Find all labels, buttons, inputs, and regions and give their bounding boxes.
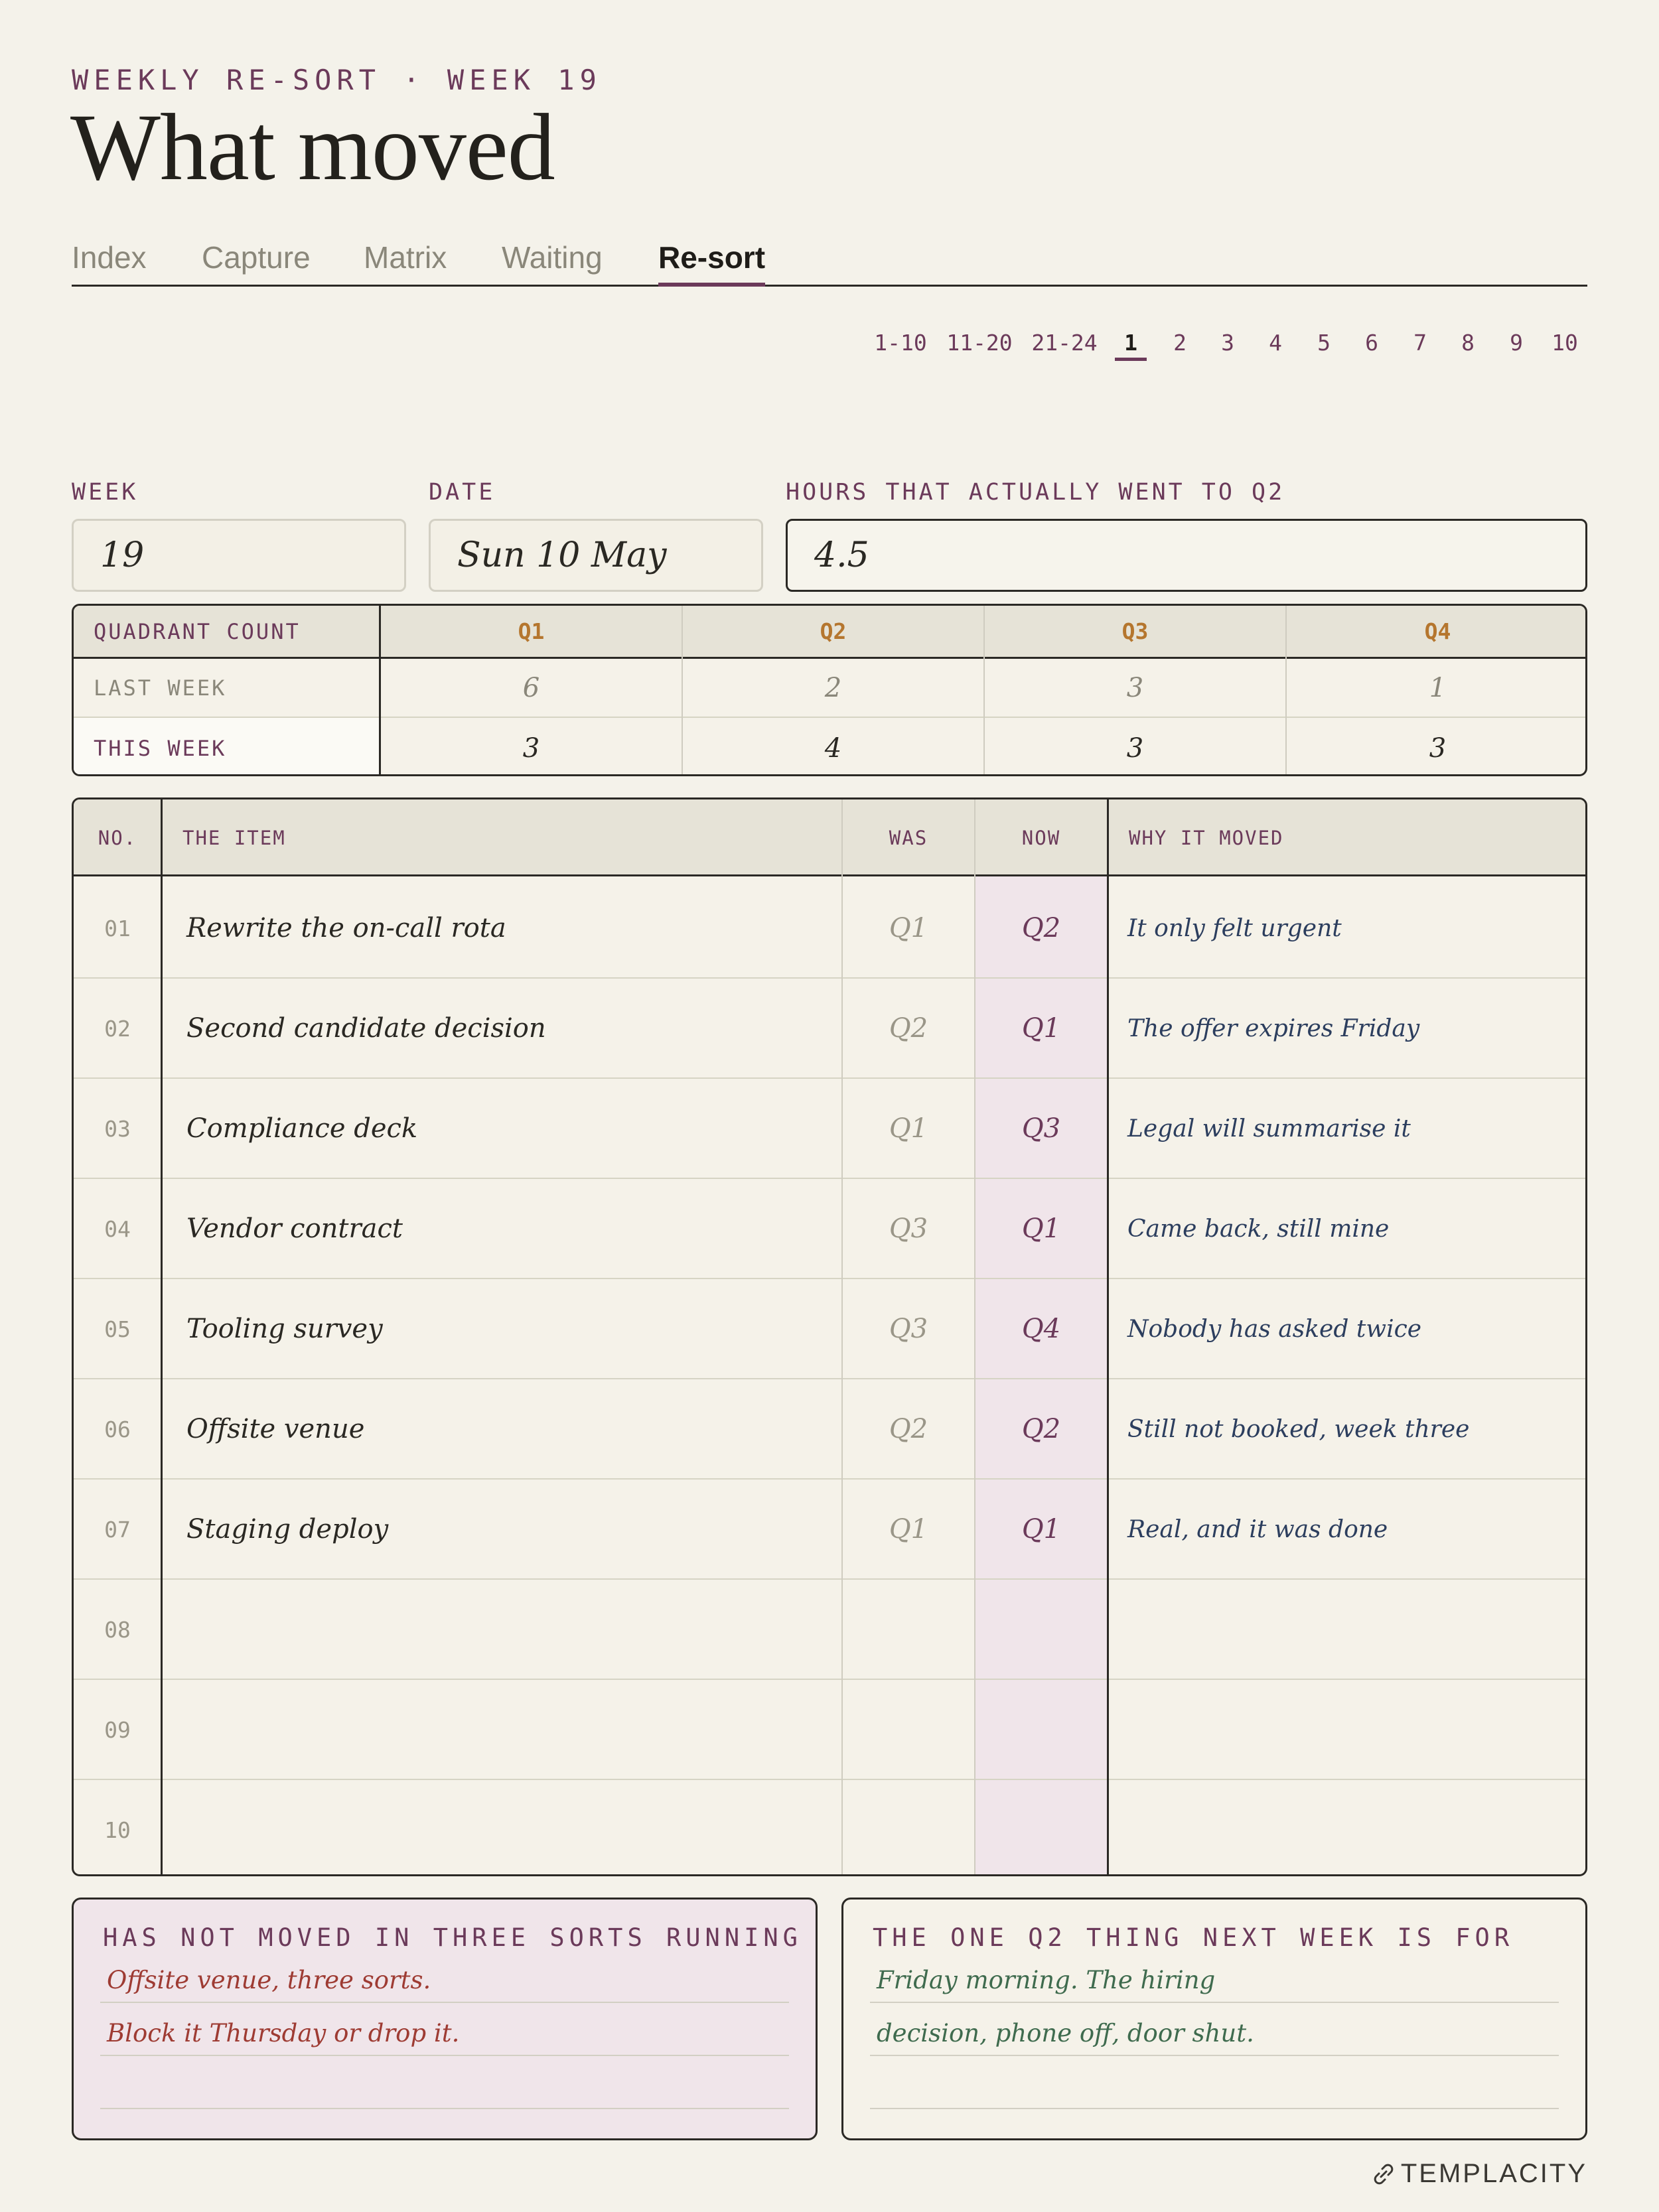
now-cell[interactable]: Q1: [1021, 1514, 1061, 1545]
table-row: [74, 878, 1585, 979]
table-row: [74, 979, 1585, 1079]
table-header: [74, 799, 1585, 876]
quadrant-header-q2: Q2: [820, 618, 847, 644]
page-link-6[interactable]: 6: [1365, 330, 1378, 356]
week-field[interactable]: 19: [72, 519, 406, 592]
ruled-line: [870, 2108, 1559, 2109]
why-cell[interactable]: Still not booked, week three: [1127, 1416, 1470, 1443]
item-cell[interactable]: Vendor contract: [186, 1213, 403, 1244]
header-item: THE ITEM: [182, 827, 286, 849]
item-cell[interactable]: Offsite venue: [186, 1414, 365, 1444]
why-cell[interactable]: The offer expires Friday: [1127, 1015, 1420, 1042]
last-week-q4[interactable]: 1: [1429, 672, 1447, 703]
was-cell[interactable]: Q1: [889, 913, 928, 943]
why-cell[interactable]: Real, and it was done: [1127, 1516, 1388, 1543]
was-cell[interactable]: Q1: [889, 1113, 928, 1144]
last-week-q2[interactable]: 2: [824, 672, 842, 703]
link-icon: [1372, 2162, 1396, 2186]
now-cell[interactable]: [975, 1680, 1108, 1780]
was-cell[interactable]: Q3: [889, 1213, 928, 1244]
quadrant-header-q4: Q4: [1424, 618, 1451, 644]
was-cell[interactable]: Q1: [889, 1514, 928, 1545]
why-cell[interactable]: [1127, 1780, 1585, 1876]
page-link-1[interactable]: 1: [1115, 326, 1147, 361]
page-range-21-24[interactable]: 21-24: [1031, 330, 1098, 356]
now-cell[interactable]: Q4: [1021, 1314, 1061, 1344]
table-row: [74, 1079, 1585, 1179]
header-now: NOW: [1021, 827, 1061, 849]
stuck-items-box: [72, 1898, 818, 2140]
last-week-label: LAST WEEK: [94, 675, 227, 701]
tab-capture[interactable]: Capture: [202, 240, 311, 275]
this-week-label: THIS WEEK: [74, 718, 380, 776]
header-no: NO.: [98, 827, 137, 849]
why-cell[interactable]: [1127, 1580, 1585, 1680]
ruled-line: [870, 2055, 1559, 2056]
item-cell[interactable]: Compliance deck: [186, 1113, 418, 1144]
was-cell[interactable]: [842, 1680, 975, 1780]
date-field[interactable]: Sun 10 May: [429, 519, 763, 592]
tab-re-sort[interactable]: Re-sort: [658, 236, 765, 287]
item-cell[interactable]: [186, 1580, 837, 1680]
quadrant-header-q1: Q1: [518, 618, 545, 644]
table-row: [74, 1680, 1585, 1780]
table-body: [74, 878, 1585, 1874]
table-row: [74, 1279, 1585, 1379]
table-row: [74, 1780, 1585, 1876]
date-label: DATE: [429, 479, 496, 506]
row-number: 03: [104, 1116, 131, 1142]
table-row: [74, 1480, 1585, 1580]
hours-label: HOURS THAT ACTUALLY WENT TO Q2: [786, 479, 1285, 506]
was-cell[interactable]: [842, 1580, 975, 1680]
week-label: WEEK: [72, 479, 139, 506]
column-divider: [974, 799, 975, 1874]
tab-matrix[interactable]: Matrix: [364, 240, 447, 275]
item-cell[interactable]: Second candidate decision: [186, 1013, 546, 1044]
table-row: [74, 1379, 1585, 1480]
was-cell[interactable]: Q3: [889, 1314, 928, 1344]
next-q2-box: [841, 1898, 1587, 2140]
now-cell[interactable]: Q1: [1021, 1213, 1061, 1244]
row-number: 02: [104, 1016, 131, 1042]
next-q2-label: THE ONE Q2 THING NEXT WEEK IS FOR: [873, 1923, 1514, 1952]
item-cell[interactable]: [186, 1780, 837, 1876]
column-divider: [1285, 606, 1287, 774]
tab-waiting[interactable]: Waiting: [502, 240, 603, 275]
quadrant-count-label: QUADRANT COUNT: [94, 618, 301, 644]
quadrant-header-row: [74, 606, 1585, 659]
resort-table: [72, 797, 1587, 1876]
header-was: WAS: [889, 827, 928, 849]
this-week-q4[interactable]: 3: [1429, 732, 1447, 764]
ruled-line: [100, 2055, 789, 2056]
item-cell[interactable]: Rewrite the on-call rota: [186, 913, 506, 943]
page-title: What moved: [70, 95, 555, 200]
table-row: [74, 1580, 1585, 1680]
was-cell[interactable]: [842, 1780, 975, 1876]
ruled-line: [100, 2002, 789, 2003]
this-week-q1[interactable]: 3: [522, 732, 540, 764]
hours-field[interactable]: 4.5: [786, 519, 1587, 592]
stuck-note-line-2[interactable]: Block it Thursday or drop it.: [107, 2019, 460, 2047]
header-why: WHY IT MOVED: [1129, 827, 1284, 849]
eyebrow: WEEKLY RE-SORT · WEEK 19: [72, 64, 602, 96]
ruled-line: [870, 2002, 1559, 2003]
column-divider: [841, 799, 843, 1874]
row-number: 09: [104, 1717, 131, 1743]
why-cell[interactable]: [1127, 1680, 1585, 1780]
item-cell[interactable]: Tooling survey: [186, 1314, 383, 1344]
was-cell[interactable]: Q2: [889, 1414, 928, 1444]
last-week-q1[interactable]: 6: [522, 672, 540, 703]
this-week-q2[interactable]: 4: [824, 732, 842, 764]
page-range-11-20[interactable]: 11-20: [946, 330, 1013, 356]
ruled-line: [100, 2108, 789, 2109]
next-note-line-2[interactable]: decision, phone off, door shut.: [877, 2019, 1254, 2047]
brand-logo: [1372, 2159, 1587, 2189]
page-link-7[interactable]: 7: [1413, 330, 1427, 356]
why-cell[interactable]: It only felt urgent: [1127, 915, 1342, 942]
pagination: [0, 326, 1659, 366]
column-divider: [1107, 799, 1109, 1874]
next-note-line-1[interactable]: Friday morning. The hiring: [877, 1966, 1216, 1994]
now-cell[interactable]: Q1: [1021, 1013, 1061, 1044]
column-divider: [682, 606, 683, 774]
item-cell[interactable]: Staging deploy: [186, 1514, 389, 1545]
row-number: 05: [104, 1316, 131, 1342]
now-cell[interactable]: Q3: [1021, 1113, 1061, 1144]
why-cell[interactable]: Legal will summarise it: [1127, 1115, 1411, 1142]
why-cell[interactable]: Nobody has asked twice: [1127, 1316, 1422, 1343]
this-week-row: [74, 718, 1585, 776]
row-number: 01: [104, 916, 131, 941]
row-number: 07: [104, 1517, 131, 1543]
tab-index[interactable]: Index: [72, 240, 147, 275]
column-divider: [379, 606, 381, 774]
was-cell[interactable]: Q2: [889, 1013, 928, 1044]
page-range-1-10[interactable]: 1-10: [874, 330, 927, 356]
last-week-q3[interactable]: 3: [1126, 672, 1144, 703]
this-week-q3[interactable]: 3: [1126, 732, 1144, 764]
stuck-items-label: HAS NOT MOVED IN THREE SORTS RUNNING: [103, 1923, 802, 1952]
stuck-note-line-1[interactable]: Offsite venue, three sorts.: [107, 1966, 431, 1994]
row-number: 10: [104, 1817, 131, 1843]
column-divider: [161, 799, 163, 1874]
why-cell[interactable]: Came back, still mine: [1127, 1215, 1390, 1243]
page-link-3[interactable]: 3: [1221, 330, 1234, 356]
item-cell[interactable]: [186, 1680, 837, 1780]
now-cell[interactable]: Q2: [1021, 1414, 1061, 1444]
tab-bar: [72, 236, 1587, 287]
page-link-10[interactable]: 10: [1551, 330, 1578, 356]
page-link-2[interactable]: 2: [1173, 330, 1187, 356]
table-row: [74, 1179, 1585, 1279]
page-link-9[interactable]: 9: [1510, 330, 1523, 356]
now-cell[interactable]: [975, 1580, 1108, 1680]
now-cell[interactable]: Q2: [1021, 913, 1061, 943]
page-link-5[interactable]: 5: [1317, 330, 1331, 356]
row-number: 08: [104, 1617, 131, 1643]
row-number: 06: [104, 1417, 131, 1442]
page-link-8[interactable]: 8: [1461, 330, 1475, 356]
page-link-4[interactable]: 4: [1269, 330, 1282, 356]
brand-name: TEMPLACITY: [1400, 2159, 1587, 2188]
last-week-row: [74, 659, 1585, 718]
column-divider: [983, 606, 985, 774]
quadrant-header-q3: Q3: [1121, 618, 1149, 644]
row-number: 04: [104, 1216, 131, 1242]
quadrant-count-table: [72, 604, 1587, 776]
now-cell[interactable]: [975, 1780, 1108, 1876]
